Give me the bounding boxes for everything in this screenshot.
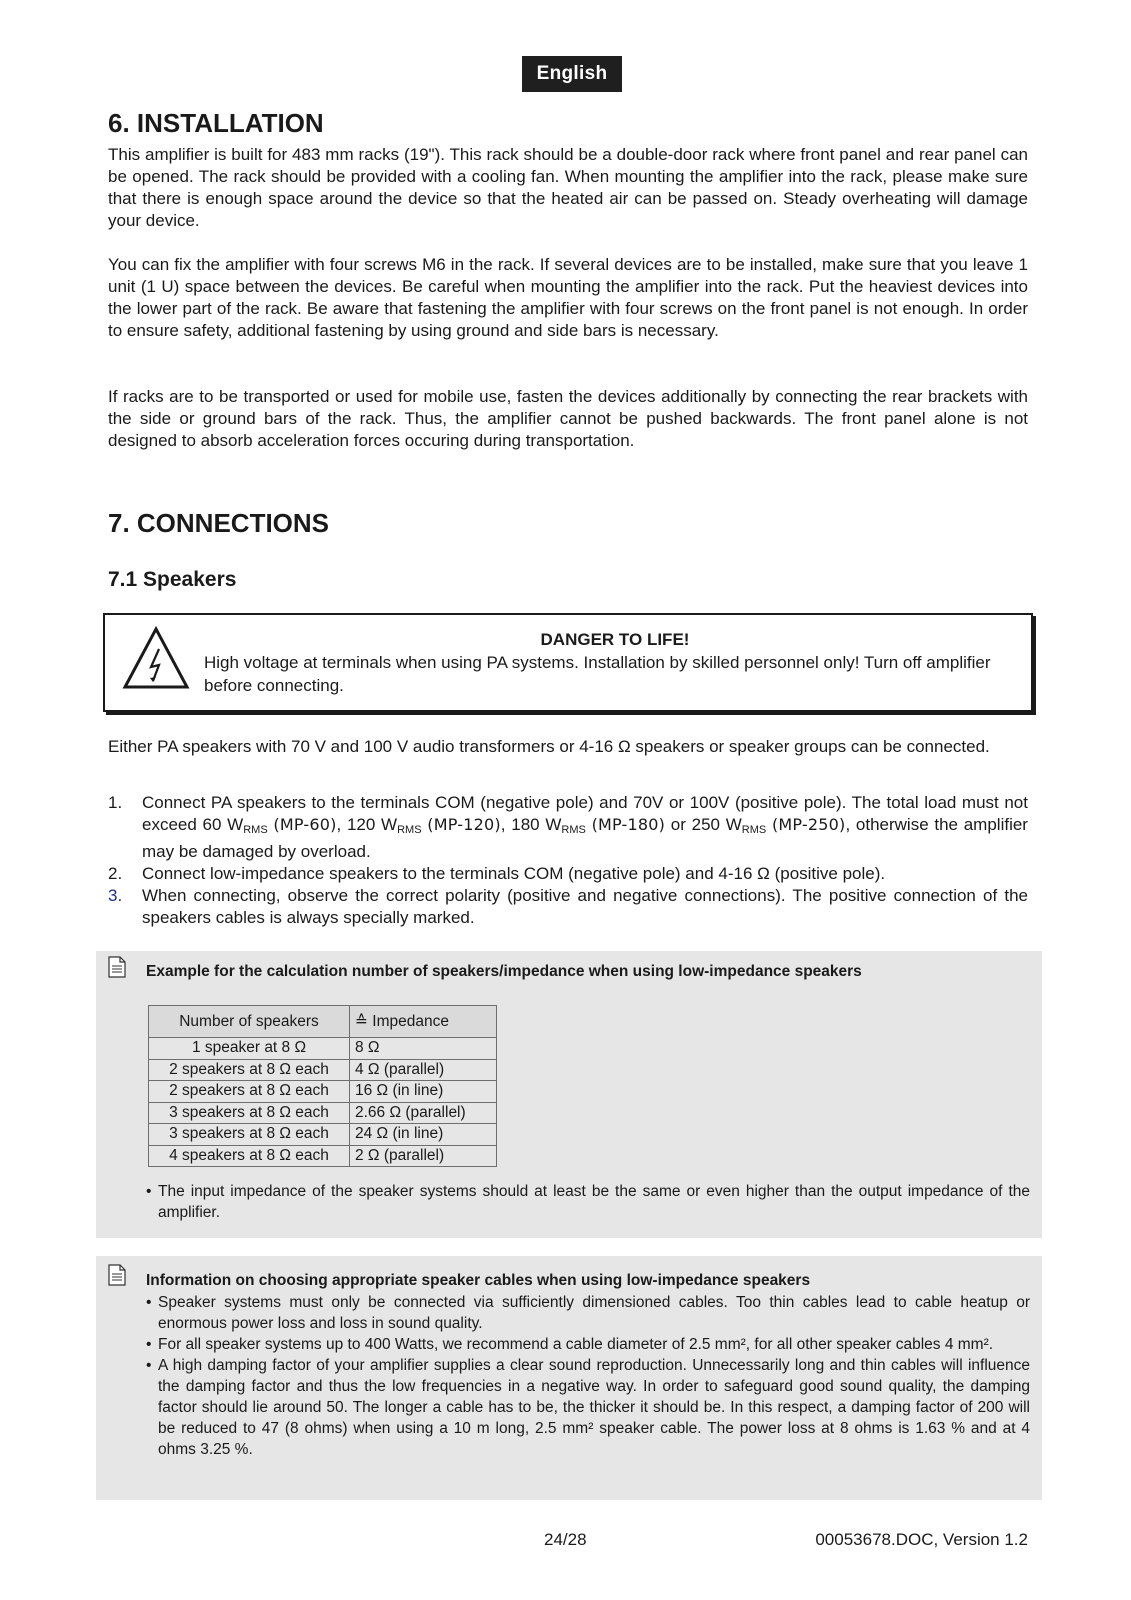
table-header-row bbox=[149, 1006, 497, 1038]
speakers-heading: 7.1 Speakers bbox=[108, 568, 237, 591]
high-voltage-warning-icon bbox=[121, 625, 191, 691]
example-note-title: Example for the calculation number of speakers/impedance when using low-impedance speakers bbox=[146, 963, 862, 980]
table-cell: 4 speakers at 8 Ω each bbox=[149, 1145, 350, 1167]
table-row bbox=[149, 1081, 497, 1103]
table-cell: 3 speakers at 8 Ω each bbox=[149, 1102, 350, 1124]
connection-steps bbox=[108, 792, 1028, 929]
example-note-box bbox=[96, 951, 1042, 1238]
danger-text: High voltage at terminals when using PA systems. Installation by skilled personnel only! Turn off amplifier before connecting. bbox=[204, 653, 991, 695]
table-row bbox=[149, 1102, 497, 1124]
table-cell: 2 Ω (parallel) bbox=[350, 1145, 497, 1167]
column-header: Number of speakers bbox=[149, 1006, 350, 1038]
cable-note-bullets bbox=[146, 1292, 1030, 1460]
cable-note-title: Information on choosing appropriate speaker cables when using low-impedance speakers bbox=[146, 1272, 811, 1289]
installation-paragraph: This amplifier is built for 483 mm racks (19"). This rack should be a double-door rack where front panel and rear panel can be opened. The rack should be provided with a cooling fan. When mounting the amplifier into the rack, please make sure that there is enough space around the device so that the heated air can be passed on. Steady overheating will damage your device. bbox=[108, 145, 1028, 230]
table-row bbox=[149, 1145, 497, 1167]
list-item: 2. Connect low-impedance speakers to the terminals COM (negative pole) and 4-16 Ω (positive pole). bbox=[108, 864, 886, 883]
list-item: • The input impedance of the speaker systems should at least be the same or even higher than the output impedance of the amplifier. bbox=[146, 1183, 1030, 1221]
installation-heading: 6. INSTALLATION bbox=[108, 108, 324, 138]
table-cell: 3 speakers at 8 Ω each bbox=[149, 1124, 350, 1146]
table-cell: 4 Ω (parallel) bbox=[350, 1059, 497, 1081]
list-item: • A high damping factor of your amplifier supplies a clear sound reproduction. Unnecessarily long and thin cables will influence the damping factor and thus the low frequencies in a negative way. In order to safeguard good sound quality, the damping factor should lie around 50. The longer a cable has to be, the thicker it should be. In this respect, a damping factor of 200 will be reduced to 47 (8 ohms) when using a 10 m long, 2.5 mm² speaker cable. The power loss at 8 ohms is 1.63 % and at 4 ohms 3.25 %. bbox=[146, 1357, 1030, 1458]
step-number: 1. bbox=[108, 793, 123, 812]
table-cell: 2 speakers at 8 Ω each bbox=[149, 1081, 350, 1103]
step-number: 3. bbox=[108, 886, 123, 905]
list-item: 1. Connect PA speakers to the terminals COM (negative pole) and 70V or 100V (positive pole). The total load must not exceed 60 $W_{RMS}$ (MP-60), 120 $W_{RMS}$ (MP-120), 180 $W_{RMS}$ (MP-180) or 250 $W_{RMS}$ (MP-250), otherwise the amplifier may be damaged by overload. bbox=[108, 793, 1028, 861]
page-number: 24/28 bbox=[544, 1530, 587, 1549]
model-name: (MP-120) bbox=[427, 815, 501, 834]
installation-paragraph: You can fix the amplifier with four screws M6 in the rack. If several devices are to be installed, make sure that you leave 1 unit (1 U) space between the devices. Be careful when mounting the amplifier into the rack. Put the heaviest devices into the lower part of the rack. Be aware that fastening the amplifier with four screws on the front panel is not enough. In order to ensure safety, additional fastening by using ground and side bars is necessary. bbox=[108, 255, 1028, 340]
connections-heading: 7. CONNECTIONS bbox=[108, 508, 330, 538]
danger-title: DANGER TO LIFE! bbox=[540, 630, 690, 649]
list-item: • For all speaker systems up to 400 Watts, we recommend a cable diameter of 2.5 mm², for all other speaker cables 4 mm². bbox=[146, 1336, 994, 1353]
language-badge: English bbox=[522, 56, 622, 92]
document-version: 00053678.DOC, Version 1.2 bbox=[815, 1530, 1028, 1549]
installation-paragraph: If racks are to be transported or used for mobile use, fasten the devices additionally by connecting the rear brackets with the side or ground bars of the rack. Thus, the amplifier cannot be pushed backwards. The front panel alone is not designed to absorb acceleration forces occuring during transportation. bbox=[108, 387, 1028, 450]
model-name: (MP-180) bbox=[591, 815, 666, 834]
table-cell: 16 Ω (in line) bbox=[350, 1081, 497, 1103]
cable-note-box bbox=[96, 1256, 1042, 1500]
danger-warning-box bbox=[103, 613, 1033, 712]
table-cell: 2 speakers at 8 Ω each bbox=[149, 1059, 350, 1081]
note-icon bbox=[108, 956, 126, 978]
step-number: 2. bbox=[108, 864, 123, 883]
table-row bbox=[149, 1124, 497, 1146]
table-cell: 24 Ω (in line) bbox=[350, 1124, 497, 1146]
table-row bbox=[149, 1059, 497, 1081]
model-name: (MP-60) bbox=[273, 815, 337, 834]
model-name: (MP-250) bbox=[771, 815, 846, 834]
list-item: • Speaker systems must only be connected via sufficiently dimensioned cables. Too thin cables lead to cable heatup or enormous power loss and loss in sound quality. bbox=[146, 1294, 1030, 1332]
table-cell: 8 Ω bbox=[350, 1038, 497, 1060]
connections-intro: Either PA speakers with 70 V and 100 V audio transformers or 4-16 Ω speakers or speaker groups can be connected. bbox=[108, 737, 990, 756]
table-cell: 2.66 Ω (parallel) bbox=[350, 1102, 497, 1124]
example-note-bullets bbox=[146, 1181, 1030, 1223]
note-icon bbox=[108, 1264, 126, 1286]
column-header: ≙ Impedance bbox=[350, 1006, 497, 1038]
table-row bbox=[149, 1038, 497, 1060]
table-cell: 1 speaker at 8 Ω bbox=[149, 1038, 350, 1060]
list-item: 3. When connecting, observe the correct polarity (positive and negative connections). The positive connection of the speakers cables is always specially marked. bbox=[108, 886, 1028, 927]
impedance-table bbox=[148, 1005, 497, 1167]
